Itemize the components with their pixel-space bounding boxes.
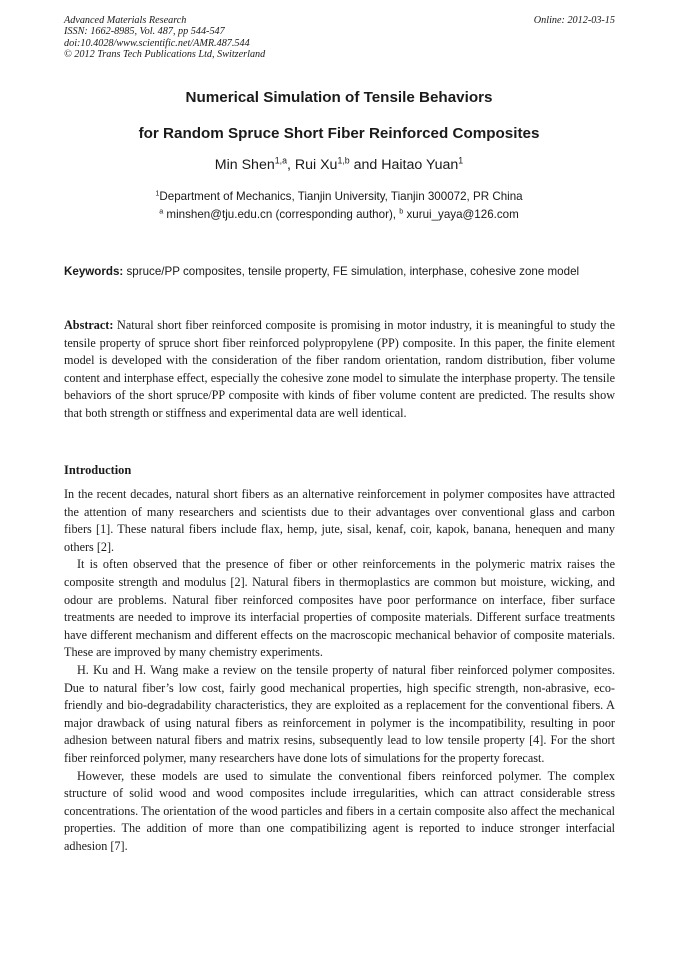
introduction-body bbox=[64, 486, 615, 855]
copyright-line: © 2012 Trans Tech Publications Ltd, Switzerland bbox=[64, 49, 266, 61]
author-separator: and bbox=[349, 157, 382, 173]
affiliation-line bbox=[0, 190, 678, 203]
abstract-text: Natural short fiber reinforced composite is promising in motor industry, it is meaningful to study the tensile property of spruce short fiber reinforced polypropylene (PP) composite. In this paper, the finite element model is developed with the consideration of the fiber random orientation, random distribution, fiber volume content and interphase effect, especially the cohesive zone model to simulate the interphase property. The tensile behaviors of the short spruce/PP composite with kinds of fiber volume content are predicted. The results show that both strength or stiffness and experimental data are well identical. bbox=[64, 318, 615, 420]
affiliation-department: Department of Mechanics, Tianjin University, Tianjin 300072, PR China bbox=[159, 190, 523, 203]
paragraph: It is often observed that the presence of fiber or other reinforcements in the polymeric matrix raises the composite strength and modulus [2]. Natural fibers in thermoplastics are common but moisture, wicking, and odour are problems. Natural fiber reinforced composites have poor performance on interface, fiber surface treatments are needed to improve its interfacial properties of composite materials. Different surface treatments have different mechanism and different effects on the macroscopic mechanical behavior of composite materials. These are improved by many chemistry experiments. bbox=[64, 557, 615, 660]
journal-name: Advanced Materials Research bbox=[64, 15, 187, 26]
online-date: Online: 2012-03-15 bbox=[533, 15, 615, 26]
affiliation-superscript: 1 bbox=[155, 188, 160, 198]
paper-title-line-1: Numerical Simulation of Tensile Behaviors bbox=[185, 89, 493, 106]
author-superscript: 1,a bbox=[274, 155, 287, 166]
author-superscript: 1 bbox=[458, 155, 464, 166]
email-address: xurui_yaya@126.com bbox=[403, 208, 519, 221]
abstract-label: Abstract: bbox=[64, 318, 114, 332]
journal-header bbox=[64, 15, 615, 61]
author-separator: , bbox=[286, 157, 295, 173]
paragraph: H. Ku and H. Wang make a review on the tensile property of natural fiber reinforced polymer composites. Due to natural fiber’s low cost, fairly good mechanical properties, high specific strength, non-abrasive, eco-friendly and bio-degradability characteristics, they are exploited as a replacement for the conventional fibers. A major drawback of using natural fibers as reinforcement in polymer is the incompatibility, resulting in poor adhesion between natural fibers and matrix resins, subsequently lead to low tensile property [4]. For the short fiber reinforced polymer, many researchers have done lots of simulations for the property forecast. bbox=[64, 662, 615, 765]
paper-title-line-2: for Random Spruce Short Fiber Reinforced Composites bbox=[138, 125, 540, 142]
paragraph: However, these models are used to simulate the conventional fibers reinforced polymer. The complex structure of solid wood and wood composites include irregularities, which can attract considerable stress concentrations. The orientation of the wood particles and fibers in a certain composite also affect the mechanical properties. The addition of more than one compatibilizing agent is reported to induce stronger interfacial adhesion [7]. bbox=[64, 768, 615, 853]
author-name: Haitao Yuan bbox=[381, 157, 459, 173]
author-list bbox=[0, 157, 678, 173]
section-heading-introduction: Introduction bbox=[64, 463, 132, 477]
email-line bbox=[0, 208, 678, 221]
issn-line: ISSN: 1662-8985, Vol. 487, pp 544-547 bbox=[64, 26, 225, 38]
keywords-block bbox=[64, 263, 615, 280]
keywords-label: Keywords: bbox=[64, 265, 124, 278]
email-superscript: a bbox=[159, 206, 164, 216]
author-name: Rui Xu bbox=[294, 157, 338, 173]
doi-line: doi:10.4028/www.scientific.net/AMR.487.544 bbox=[64, 37, 250, 49]
author-name: Min Shen bbox=[214, 157, 275, 173]
email-address: minshen@tju.edu.cn (corresponding author), bbox=[163, 208, 400, 221]
abstract-block bbox=[64, 317, 615, 423]
paragraph: In the recent decades, natural short fibers as an alternative reinforcement in polymer composites have attracted the attention of many researchers and scientists due to their advantages over conventional glass and carbon fibers [1]. These natural fibers include flax, hemp, jute, sisal, kenaf, coir, kapok, banana, henequen and many others [2]. bbox=[64, 487, 615, 554]
email-superscript: b bbox=[399, 206, 404, 216]
author-superscript: 1,b bbox=[337, 155, 350, 166]
keywords-text: spruce/PP composites, tensile property, FE simulation, interphase, cohesive zone model bbox=[123, 265, 580, 278]
